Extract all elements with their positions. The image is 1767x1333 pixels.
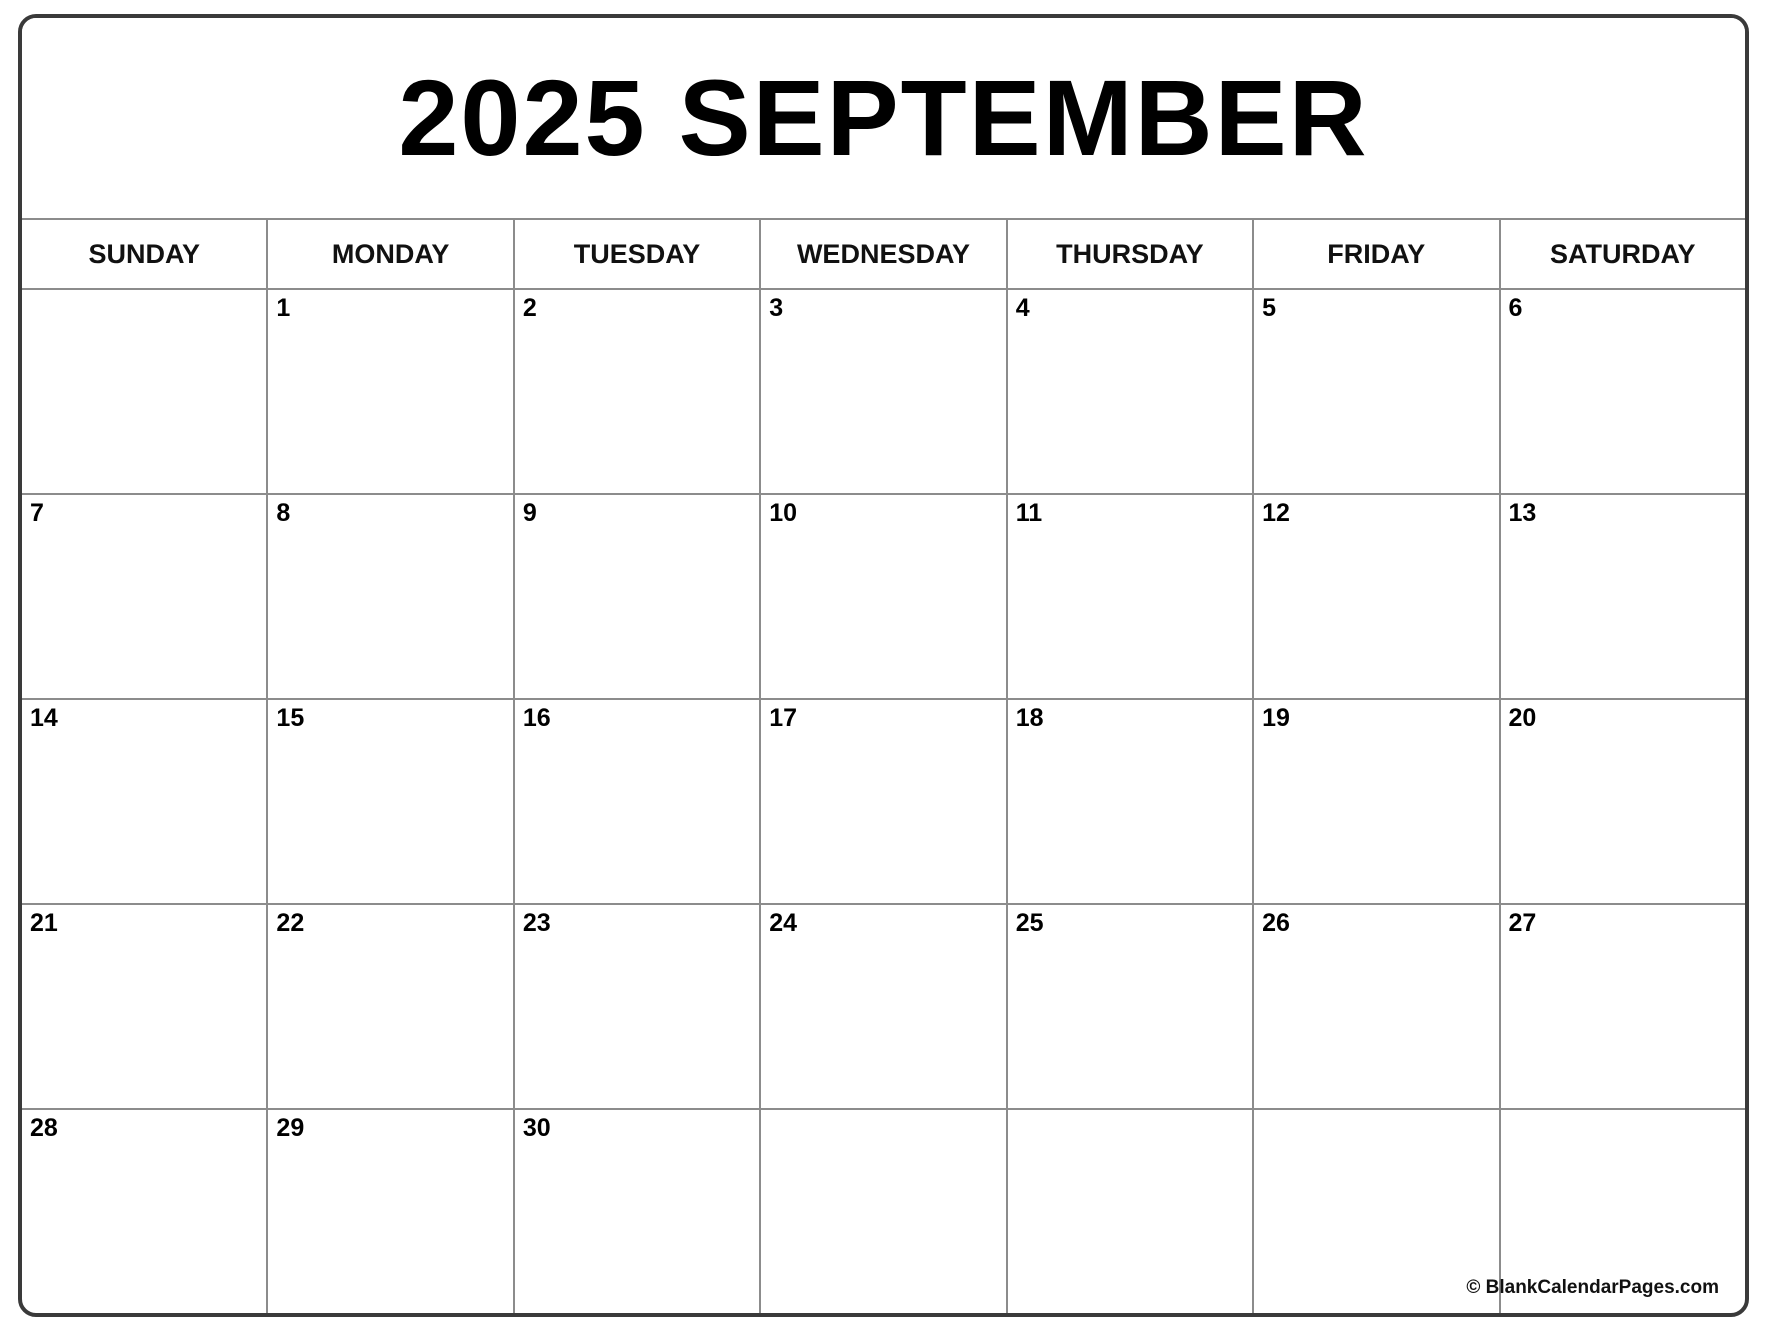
- day-cell[interactable]: [761, 495, 1007, 698]
- day-number: 13: [1508, 499, 1537, 527]
- day-number: 15: [276, 704, 305, 732]
- week-row: [22, 290, 1745, 495]
- day-cell[interactable]: [1254, 290, 1500, 493]
- day-cell[interactable]: [1254, 905, 1500, 1108]
- day-cell[interactable]: [268, 1110, 514, 1313]
- day-cell[interactable]: [22, 905, 268, 1108]
- day-number: 8: [276, 499, 291, 527]
- day-number: 3: [769, 294, 784, 322]
- day-number: 30: [522, 1114, 551, 1142]
- day-number: 25: [1015, 909, 1044, 937]
- day-number: 24: [769, 909, 798, 937]
- weekday-label: WEDNESDAY: [796, 238, 970, 269]
- day-number: 29: [276, 1114, 305, 1142]
- calendar-weeks: [22, 290, 1745, 1313]
- day-number: 11: [1015, 499, 1043, 527]
- day-number: 14: [30, 704, 58, 732]
- weekday-label: THURSDAY: [1056, 238, 1204, 269]
- day-cell[interactable]: [268, 495, 514, 698]
- weekday-header-saturday: [1501, 220, 1745, 288]
- week-row: [22, 905, 1745, 1110]
- day-number: 17: [769, 704, 798, 732]
- day-cell[interactable]: [761, 905, 1007, 1108]
- day-number: 20: [1508, 704, 1537, 732]
- calendar-title-bar: [22, 18, 1745, 220]
- weekday-header-tuesday: [515, 220, 761, 288]
- day-cell[interactable]: [515, 495, 761, 698]
- day-cell[interactable]: [515, 1110, 761, 1313]
- day-number: 9: [522, 499, 537, 527]
- weekday-label: TUESDAY: [573, 238, 701, 269]
- day-cell[interactable]: [761, 290, 1007, 493]
- day-cell[interactable]: [1254, 700, 1500, 903]
- weekday-label: SATURDAY: [1549, 238, 1696, 269]
- day-number: 18: [1015, 704, 1044, 732]
- weekday-header-monday: [268, 220, 514, 288]
- footer-credit: © BlankCalendarPages.com: [1466, 1277, 1719, 1298]
- day-cell[interactable]: [22, 700, 268, 903]
- day-number: 26: [1262, 909, 1290, 937]
- day-number: 5: [1262, 294, 1277, 322]
- day-cell[interactable]: [22, 495, 268, 698]
- day-cell[interactable]: [515, 290, 761, 493]
- day-number: 27: [1508, 909, 1537, 937]
- day-number: 7: [30, 499, 44, 527]
- weekday-header-friday: [1254, 220, 1500, 288]
- day-number: 22: [276, 909, 305, 937]
- day-cell[interactable]: [515, 700, 761, 903]
- day-cell[interactable]: [22, 1110, 268, 1313]
- day-cell[interactable]: [761, 700, 1007, 903]
- day-cell[interactable]: [1501, 290, 1745, 493]
- day-cell[interactable]: [1501, 495, 1745, 698]
- weekday-label: SUNDAY: [88, 238, 200, 269]
- day-cell[interactable]: [1008, 1110, 1254, 1313]
- day-cell[interactable]: [1501, 700, 1745, 903]
- weekday-header-sunday: [22, 220, 268, 288]
- day-number: 4: [1015, 294, 1030, 322]
- calendar-frame: [18, 14, 1749, 1317]
- day-cell[interactable]: [268, 290, 514, 493]
- day-cell[interactable]: [1008, 700, 1254, 903]
- day-cell[interactable]: [1254, 1110, 1500, 1313]
- day-number: 16: [522, 704, 551, 732]
- day-cell[interactable]: [1254, 495, 1500, 698]
- day-number: 6: [1508, 294, 1523, 322]
- day-cell[interactable]: [1008, 290, 1254, 493]
- day-number: 12: [1262, 499, 1290, 527]
- day-cell[interactable]: [268, 700, 514, 903]
- day-number: 21: [30, 909, 58, 937]
- day-number: 2: [522, 294, 537, 322]
- day-cell[interactable]: [515, 905, 761, 1108]
- day-number: 19: [1262, 704, 1290, 732]
- day-number: 10: [769, 499, 798, 527]
- day-cell[interactable]: [761, 1110, 1007, 1313]
- day-cell[interactable]: [22, 290, 268, 493]
- day-number: 23: [522, 909, 551, 937]
- week-row: [22, 495, 1745, 700]
- weekday-header-thursday: [1008, 220, 1254, 288]
- day-cell[interactable]: [1501, 905, 1745, 1108]
- day-cell[interactable]: [1008, 905, 1254, 1108]
- weekday-label: FRIDAY: [1327, 238, 1426, 269]
- weekday-header-wednesday: [761, 220, 1007, 288]
- day-cell[interactable]: [268, 905, 514, 1108]
- weekday-header-row: [22, 220, 1745, 290]
- day-number: 1: [276, 294, 291, 322]
- weekday-label: MONDAY: [331, 238, 450, 269]
- day-number: 28: [30, 1114, 58, 1142]
- day-cell[interactable]: [1008, 495, 1254, 698]
- page-title: 2025 SEPTEMBER: [398, 57, 1369, 178]
- week-row: [22, 700, 1745, 905]
